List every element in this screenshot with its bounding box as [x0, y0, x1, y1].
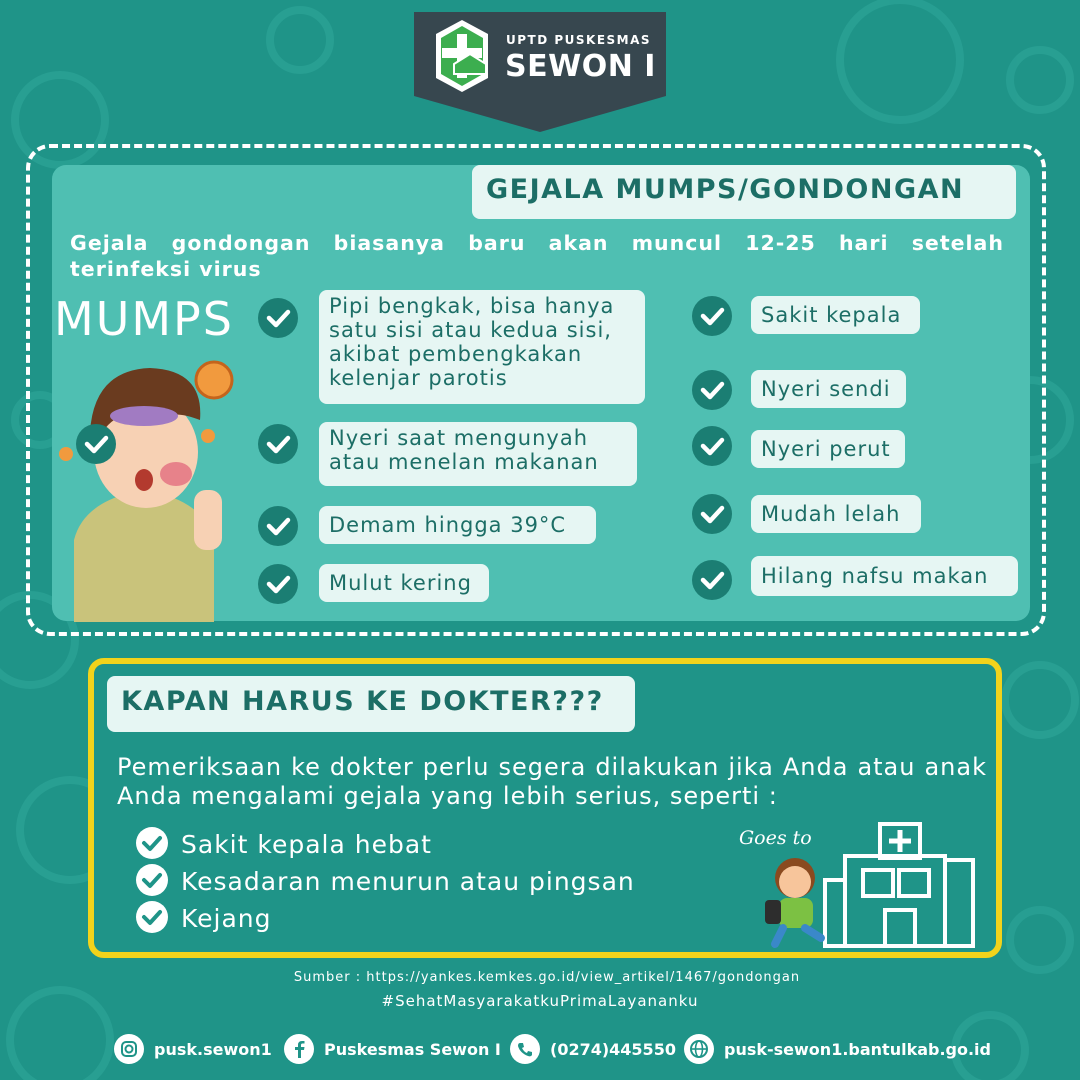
- website-url: pusk-sewon1.bantulkab.go.id: [724, 1039, 991, 1059]
- doctor-item-label: Kesadaran menurun atau pingsan: [181, 867, 635, 896]
- symptom-item: Demam hingga 39°C: [319, 506, 596, 544]
- hashtag-text: #SehatMasyarakatkuPrimaLayananku: [381, 992, 699, 1010]
- check-icon: [692, 426, 732, 466]
- instagram-icon: [114, 1034, 144, 1064]
- symptoms-title: GEJALA MUMPS/GONDONGAN: [472, 165, 1016, 219]
- check-icon: [258, 564, 298, 604]
- doctor-item-label: Sakit kepala hebat: [181, 830, 432, 859]
- source-text: Sumber : https://yankes.kemkes.go.id/view_artikel/1467/gondongan: [293, 970, 801, 985]
- symptom-item: Mulut kering: [319, 564, 489, 602]
- phone-icon: [510, 1034, 540, 1064]
- org-small-label: UPTD PUSKESMAS: [506, 33, 652, 47]
- symptom-item: Sakit kepala: [751, 296, 920, 334]
- check-icon: [136, 901, 168, 933]
- hospital-illustration: [735, 820, 980, 950]
- instagram-link[interactable]: [114, 1034, 272, 1064]
- goes-to-label: Goes to: [739, 827, 812, 849]
- org-name: SEWON I: [505, 49, 656, 84]
- check-icon: [692, 296, 732, 336]
- check-icon: [136, 864, 168, 896]
- doctor-item: [136, 867, 635, 899]
- phone-number: (0274)445550: [550, 1039, 676, 1059]
- facebook-icon: [284, 1034, 314, 1064]
- check-icon: [692, 494, 732, 534]
- symptoms-intro: Gejala gondongan biasanya baru akan muncul 12-25 hari setelah terinfeksi virus: [70, 231, 1004, 281]
- check-icon: [258, 424, 298, 464]
- doctor-title: KAPAN HARUS KE DOKTER???: [107, 676, 635, 732]
- symptom-item: Nyeri saat mengunyah atau menelan makanan: [319, 422, 637, 486]
- doctor-item: [136, 904, 272, 936]
- sick-child-illustration: [54, 340, 244, 622]
- phone-link[interactable]: [510, 1034, 676, 1064]
- facebook-name: Puskesmas Sewon I: [324, 1039, 501, 1059]
- check-icon: [258, 506, 298, 546]
- doctor-item-label: Kejang: [181, 904, 272, 933]
- symptom-item: Nyeri sendi: [751, 370, 906, 408]
- check-icon: [136, 827, 168, 859]
- check-icon: [692, 560, 732, 600]
- symptom-item: Hilang nafsu makan: [751, 556, 1018, 596]
- globe-icon: [684, 1034, 714, 1064]
- check-icon: [258, 298, 298, 338]
- check-icon: [76, 424, 116, 464]
- mumps-illustration-label: MUMPS: [54, 292, 234, 346]
- doctor-text: Pemeriksaan ke dokter perlu segera dilakukan jika Anda atau anak Anda mengalami gejala yang lebih serius, seperti :: [117, 753, 987, 810]
- symptom-item: Pipi bengkak, bisa hanya satu sisi atau kedua sisi, akibat pembengkakan kelenjar parotis: [319, 290, 645, 404]
- facebook-link[interactable]: [284, 1034, 501, 1064]
- symptom-item: Mudah lelah: [751, 495, 921, 533]
- website-link[interactable]: [684, 1034, 991, 1064]
- instagram-handle: pusk.sewon1: [154, 1039, 272, 1059]
- doctor-item: [136, 830, 432, 862]
- symptom-item: Nyeri perut: [751, 430, 905, 468]
- check-icon: [692, 370, 732, 410]
